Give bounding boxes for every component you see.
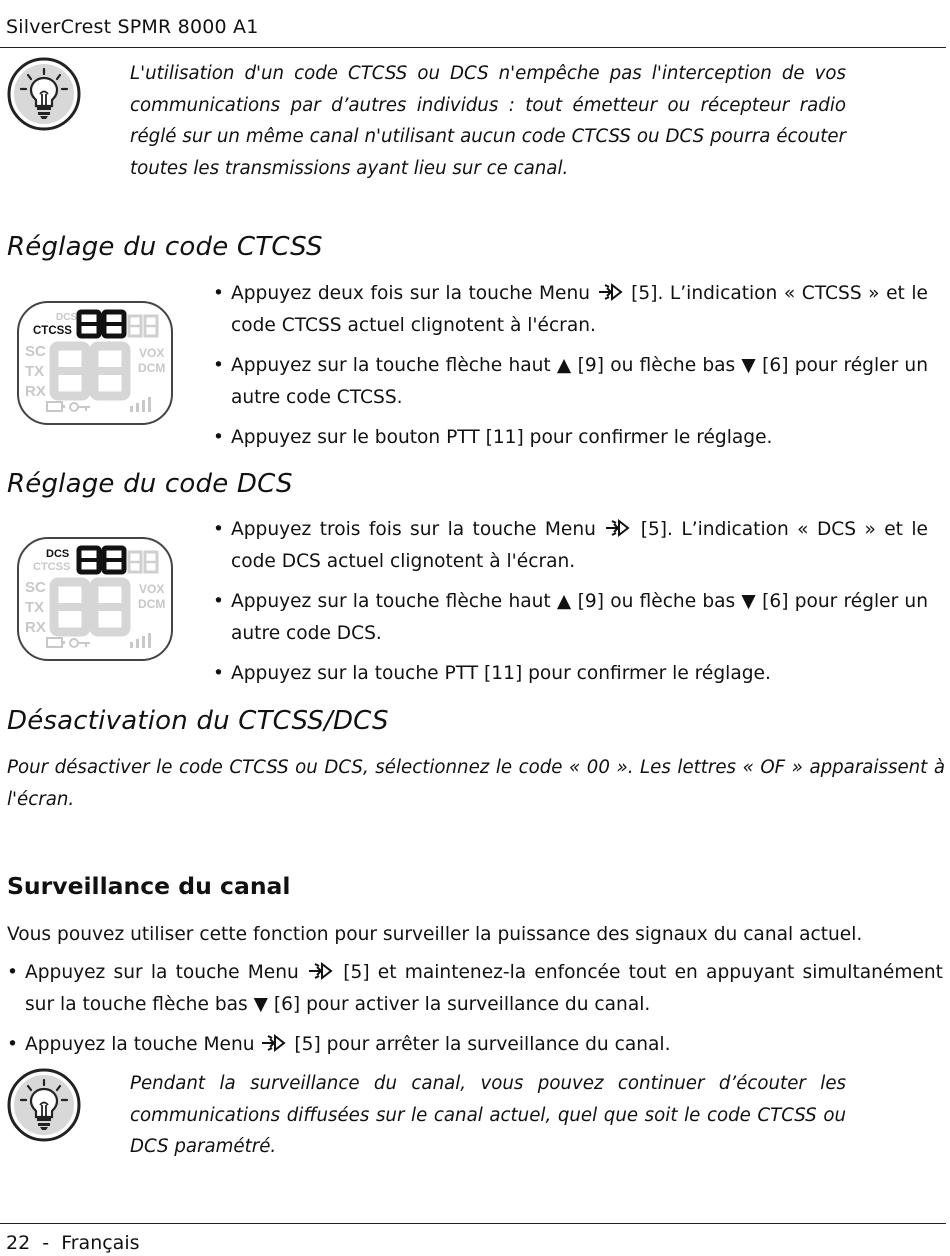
lcd-label-dim: DCS bbox=[56, 312, 78, 323]
tip-text-bottom: Pendant la surveillance du canal, vous pouvez continuer d’écouter les communications diffusées sur le canal actuel, quel que soit le code CTCSS ou DCS paramétré. bbox=[130, 1073, 846, 1157]
lcd-label-dcm: DCM bbox=[138, 361, 166, 375]
lcd-label-sc: SC bbox=[25, 343, 46, 360]
list-item: • Appuyez la touche Menu [5] pour arrêter la surveillance du canal. bbox=[7, 1029, 943, 1061]
menu-key-icon bbox=[604, 518, 632, 538]
lcd-label-vox: VOX bbox=[139, 346, 165, 360]
surveillance-intro: Vous pouvez utiliser cette fonction pour surveiller la puissance des signaux du canal actuel. bbox=[7, 924, 863, 945]
list-item: • Appuyez sur la touche flèche haut ▲ [9] ou flèche bas ▼ [6] pour régler un autre code CTCSS. bbox=[213, 350, 928, 414]
page-header-title: SilverCrest SPMR 8000 A1 bbox=[6, 16, 259, 38]
lcd-label-dcm: DCM bbox=[138, 597, 166, 611]
header-divider bbox=[0, 47, 946, 48]
surveillance-steps bbox=[7, 957, 943, 1069]
list-item: • Appuyez deux fois sur la touche Menu [5]. L’indication « CTCSS » et le code CTCSS actuel clignotent à l'écran. bbox=[213, 278, 928, 342]
heading-ctcss: Réglage du code CTCSS bbox=[7, 232, 323, 262]
dcs-steps bbox=[213, 514, 928, 698]
footer-divider bbox=[0, 1223, 946, 1224]
heading-surveillance: Surveillance du canal bbox=[7, 872, 291, 900]
tip-text-top: L'utilisation d'un code CTCSS ou DCS n'empêche pas l'interception de vos communications par d’autres individus : tout émetteur ou récepteur radio réglé sur un même canal n'utilisant aucun code CTCSS ou DCS pourra écouter toutes les transmissions ayant lieu sur ce canal. bbox=[130, 63, 846, 179]
heading-deactivation: Désactivation du CTCSS/DCS bbox=[7, 706, 389, 736]
list-item: • Appuyez sur la touche Menu [5] et maintenez-la enfoncée tout en appuyant simultanément sur la touche flèche bas ▼ [6] pour activer la surveillance du canal. bbox=[7, 957, 943, 1021]
lcd-label-tx: TX bbox=[25, 599, 45, 616]
lightbulb-icon bbox=[6, 56, 82, 132]
list-item: • Appuyez sur la touche flèche haut ▲ [9] ou flèche bas ▼ [6] pour régler un autre code DCS. bbox=[213, 586, 928, 650]
list-item: • Appuyez trois fois sur la touche Menu [5]. L’indication « DCS » et le code DCS actuel clignotent à l'écran. bbox=[213, 514, 928, 578]
menu-key-icon bbox=[260, 1033, 288, 1053]
list-item: • Appuyez sur la touche PTT [11] pour confirmer le réglage. bbox=[213, 658, 928, 690]
menu-key-icon bbox=[307, 961, 335, 981]
lcd-display-ctcss bbox=[16, 300, 174, 426]
lcd-label-rx: RX bbox=[25, 619, 46, 636]
menu-key-icon bbox=[597, 282, 625, 302]
lcd-label-dim: CTCSS bbox=[33, 561, 71, 573]
page-footer: 22 - Français bbox=[6, 1232, 140, 1254]
lcd-label-active: CTCSS bbox=[33, 325, 72, 337]
lcd-label-active: DCS bbox=[46, 548, 70, 560]
lightbulb-icon bbox=[6, 1067, 82, 1143]
lcd-label-sc: SC bbox=[25, 579, 46, 596]
list-item: • Appuyez sur le bouton PTT [11] pour confirmer le réglage. bbox=[213, 422, 928, 454]
lcd-display-dcs bbox=[16, 536, 174, 662]
heading-dcs: Réglage du code DCS bbox=[7, 469, 293, 499]
lcd-label-vox: VOX bbox=[139, 582, 165, 596]
lcd-label-rx: RX bbox=[25, 383, 46, 400]
lcd-label-tx: TX bbox=[25, 363, 45, 380]
ctcss-steps bbox=[213, 278, 928, 462]
deactivation-text: Pour désactiver le code CTCSS ou DCS, sélectionnez le code « 00 ». Les lettres « OF » apparaissent à l'écran. bbox=[7, 757, 945, 810]
